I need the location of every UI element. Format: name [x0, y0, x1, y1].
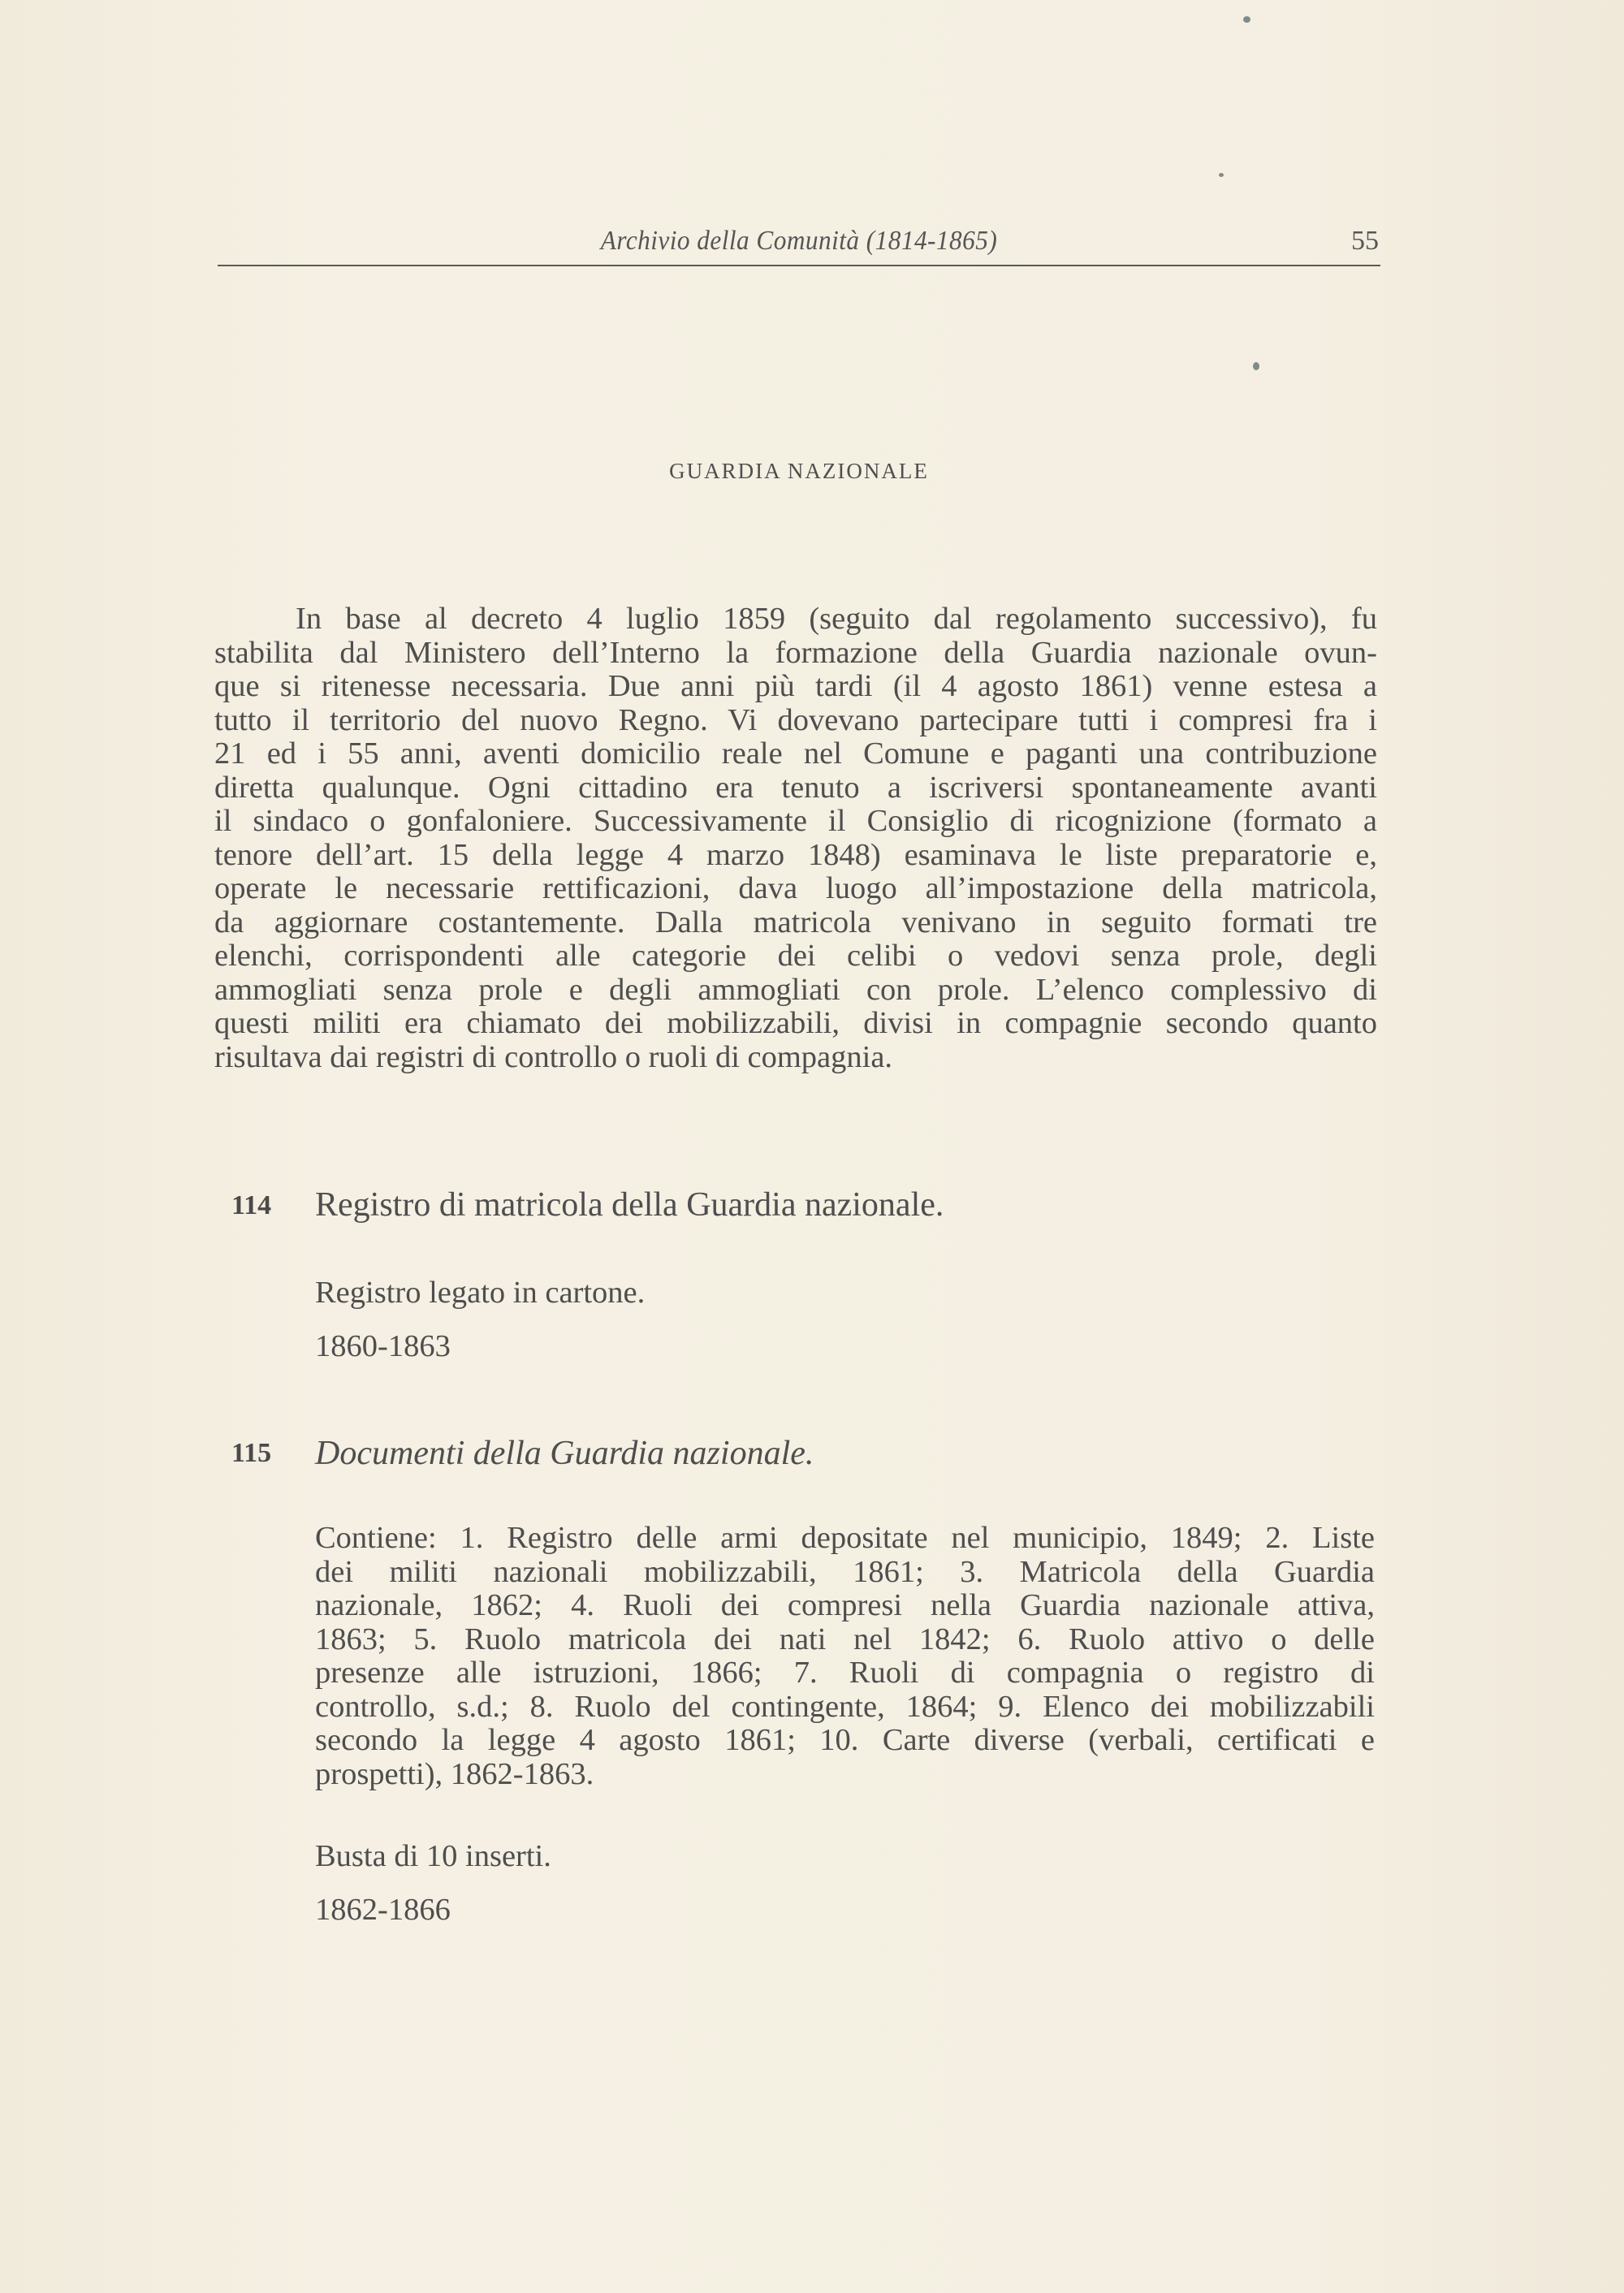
section-title: GUARDIA NAZIONALE: [669, 459, 929, 483]
contents-line: presenze alle istruzioni, 1866; 7. Ruoli di compagnia o registro di: [315, 1656, 1375, 1690]
contents-line: nazionale, 1862; 4. Ruoli dei compresi nella Guardia nazionale attiva,: [315, 1588, 1375, 1622]
entry-number: 115: [231, 1438, 272, 1468]
intro-line: elenchi, corrispondenti alle categorie dei celibi o vedovi senza prole, degli: [214, 939, 1377, 973]
contents-line: Contiene: 1. Registro delle armi depositate nel municipio, 1849; 2. Liste: [315, 1521, 1375, 1555]
entry-number: 114: [231, 1190, 272, 1220]
intro-paragraph: [214, 602, 1377, 1074]
intro-line: que si ritenesse necessaria. Due anni più tardi (il 4 agosto 1861) venne estesa a: [214, 669, 1377, 703]
intro-line: tutto il territorio del nuovo Regno. Vi dovevano partecipare tutti i compresi fra i: [214, 702, 1377, 737]
intro-line: diretta qualunque. Ogni cittadino era tenuto a iscriversi spontaneamente avanti: [214, 770, 1377, 805]
contents-line: controllo, s.d.; 8. Ruolo del contingente, 1864; 9. Elenco dei mobilizzabili: [315, 1689, 1375, 1724]
intro-line: da aggiornare costantemente. Dalla matricola venivano in seguito formati tre: [214, 905, 1377, 939]
contents-line: prospetti), 1862-1863.: [315, 1756, 594, 1791]
paper-speck: [1243, 16, 1250, 23]
entry-title: Documenti della Guardia nazionale.: [315, 1435, 814, 1472]
entry-dates: 1862-1866: [315, 1893, 451, 1927]
intro-line: 21 ed i 55 anni, aventi domicilio reale nel Comune e paganti una contribuzione: [214, 736, 1377, 771]
entry-dates: 1860-1863: [315, 1329, 451, 1363]
paper-speck: [1253, 362, 1259, 370]
intro-line: stabilita dal Ministero dell’Interno la formazione della Guardia nazionale ovun-: [214, 635, 1377, 670]
page-number: 55: [1351, 226, 1379, 256]
entry-contents: [315, 1522, 1375, 1791]
paper-speck: [1219, 173, 1224, 177]
contents-line: 1863; 5. Ruolo matricola dei nati nel 1842; 6. Ruolo attivo o delle: [315, 1622, 1375, 1656]
intro-line: questi militi era chiamato dei mobilizzabili, divisi in compagnie secondo quanto: [214, 1006, 1377, 1040]
intro-line: operate le necessarie rettificazioni, dava luogo all’impostazione della matricola,: [214, 871, 1377, 905]
header-rule: [218, 265, 1380, 266]
contents-line: dei militi nazionali mobilizzabili, 1861; 3. Matricola della Guardia: [315, 1554, 1375, 1589]
intro-line: tenore dell’art. 15 della legge 4 marzo 1848) esaminava le liste preparatorie e,: [214, 837, 1377, 872]
contents-line: secondo la legge 4 agosto 1861; 10. Carte diverse (verbali, certificati e: [315, 1723, 1375, 1757]
intro-line: risultava dai registri di controllo o ruoli di compagnia.: [214, 1039, 893, 1074]
entry-description: Busta di 10 inserti.: [315, 1839, 551, 1873]
intro-line: il sindaco o gonfaloniere. Successivamente il Consiglio di ricognizione (formato a: [214, 804, 1377, 838]
running-header: [218, 219, 1380, 261]
intro-line: In base al decreto 4 luglio 1859 (seguito dal regolamento successivo), fu: [296, 602, 1377, 636]
entry-description: Registro legato in cartone.: [315, 1276, 646, 1310]
intro-line: ammogliati senza prole e degli ammogliati con prole. L’elenco complessivo di: [214, 972, 1377, 1007]
entry-title: Registro di matricola della Guardia nazionale.: [315, 1186, 944, 1224]
running-title: Archivio della Comunità (1814-1865): [600, 226, 998, 256]
